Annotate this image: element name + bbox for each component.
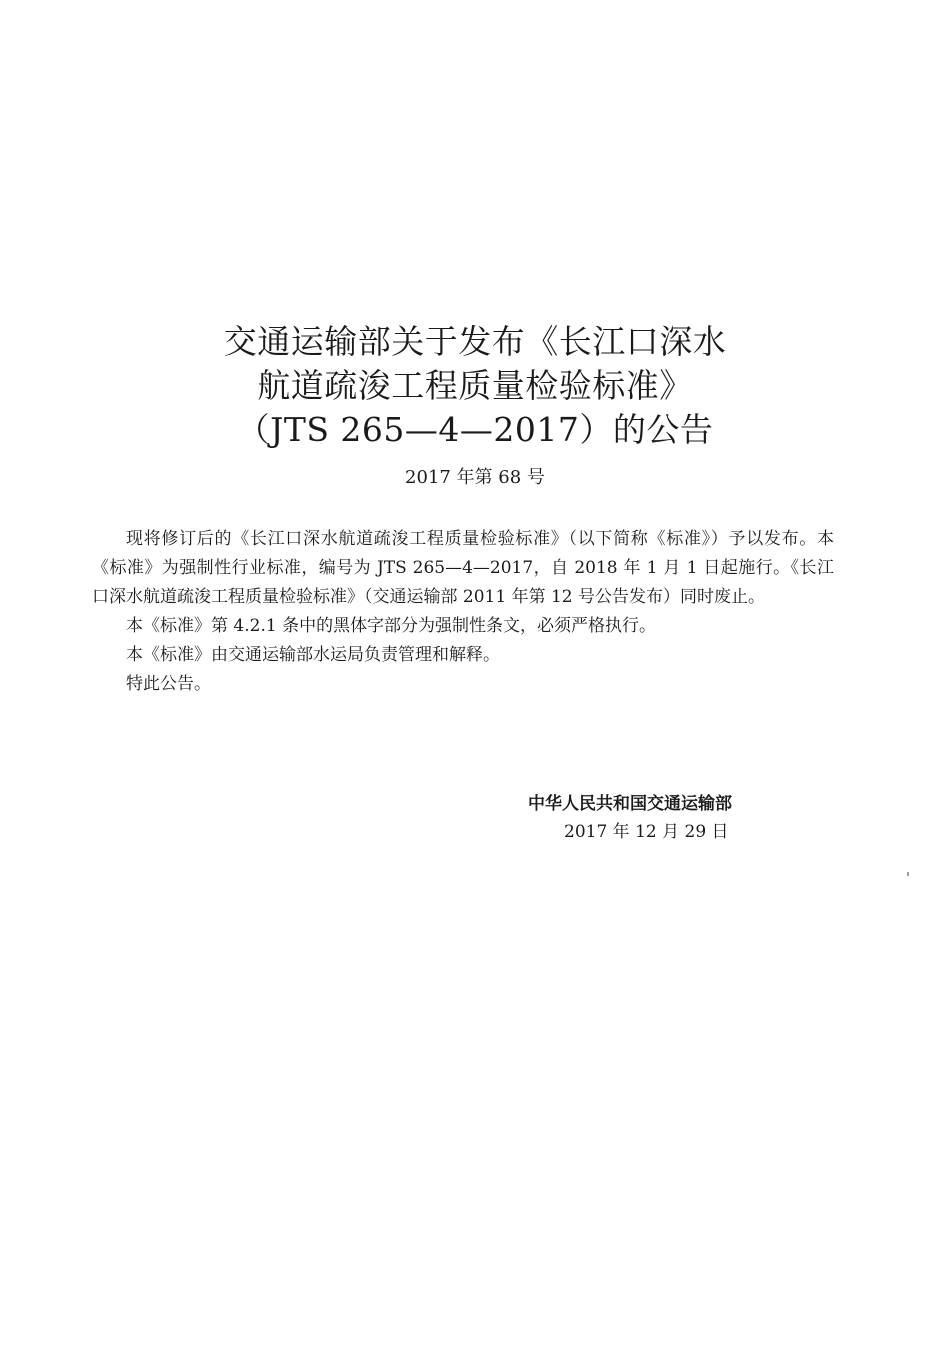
title-line-1: 交通运输部关于发布《长江口深水 [223, 322, 727, 361]
announcement-title [0, 320, 950, 452]
issuing-organization: 中华人民共和国交通运输部 [528, 794, 732, 814]
title-line-2: 航道疏浚工程质量检验标准》 [257, 366, 693, 405]
scan-speck [907, 872, 909, 876]
body-paragraph: 本《标准》第 4.2.1 条中的黑体字部分为强制性条文，必须严格执行。 [126, 616, 657, 636]
announcement-body [92, 525, 834, 699]
body-paragraph: 现将修订后的《长江口深水航道疏浚工程质量检验标准》（以下简称《标准》）予以发布。本《标准》为强制性行业标准，编号为 JTS 265—4—2017，自 2018 年 1 月 1 日起施行。《长江口深水航道疏浚工程质量检验标准》（交通运输部 2011 年第 12 号公告发布）同时废止。 [92, 529, 834, 607]
issue-date: 2017 年 12 月 29 日 [564, 822, 729, 842]
body-paragraph: 本《标准》由交通运输部水运局负责管理和解释。 [126, 645, 500, 665]
document-number: 2017 年第 68 号 [405, 467, 545, 488]
title-line-3: （JTS 265—4—2017）的公告 [236, 410, 714, 449]
body-paragraph: 特此公告。 [126, 674, 211, 694]
signature-block [528, 790, 778, 846]
